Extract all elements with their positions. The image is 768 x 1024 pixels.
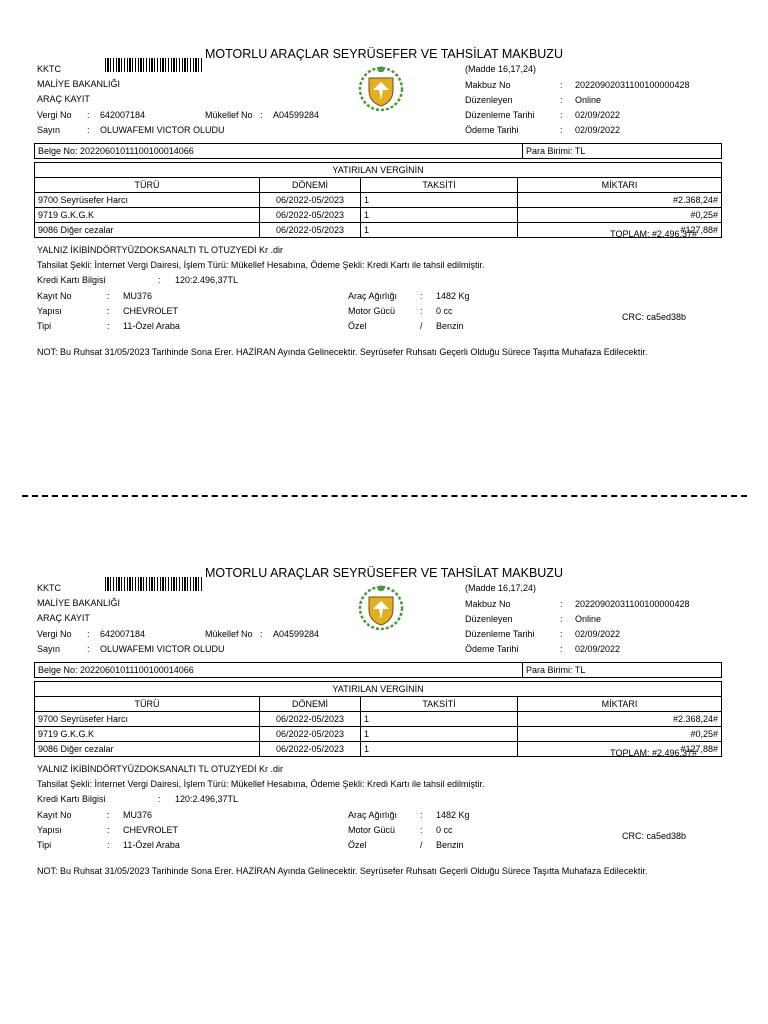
tax-amount-cell: #2.368,24# (518, 193, 722, 208)
tax-type-cell: 9719 G.K.G.K (35, 208, 260, 223)
agirlik-value: 1482 Kg (436, 291, 470, 301)
tax-table-header: DÖNEMİ (260, 697, 361, 712)
motor-value: 0 cc (436, 306, 453, 316)
duzenleyen-value: Online (575, 95, 602, 105)
mukellef-no-label: Mükellef No (205, 629, 253, 639)
madde-reference: (Madde 16,17,24) (465, 64, 537, 74)
vergi-no-value: 642007184 (100, 110, 146, 120)
duzenleyen-label: Düzenleyen (465, 614, 513, 624)
receipt-copy-bottom (0, 566, 768, 969)
receipt-title: MOTORLU ARAÇLAR SEYRÜSEFER VE TAHSİLAT MAKBUZU (205, 47, 563, 61)
duzenleme-tarihi-value: 02/09/2022 (575, 110, 621, 120)
tax-table-header: DÖNEMİ (260, 178, 361, 193)
tax-period-cell: 06/2022-05/2023 (260, 193, 361, 208)
tax-type-cell: 9086 Diğer cezalar (35, 742, 260, 757)
tipi-separator: : (107, 840, 110, 850)
note-text: NOT: Bu Ruhsat 31/05/2023 Tarihinde Sona Erer. HAZİRAN Ayında Gelinecektir. Seyrüsefer Ruhsatı Geçerli Olduğu Sürece Taşıtta Muhafaza Edilecektir. (37, 866, 648, 876)
tax-table-header: MİKTARI (518, 178, 722, 193)
yapisi-label: Yapısı (37, 306, 62, 316)
tax-table (34, 162, 722, 238)
fuel-value: Benzin (436, 840, 464, 850)
makbuz-no-value: 20220902031100100000428 (575, 599, 690, 609)
tax-type-cell: 9719 G.K.G.K (35, 727, 260, 742)
duzenleme-tarihi-label: Düzenleme Tarihi (465, 110, 535, 120)
motor-label: Motor Gücü (348, 306, 396, 316)
kredi-karti-label: Kredi Kartı Bilgisi (37, 275, 106, 285)
yapisi-separator: : (107, 825, 110, 835)
sayin-separator: : (87, 125, 90, 135)
tax-installment-cell: 1 (361, 727, 518, 742)
vergi-no-label: Vergi No (37, 629, 72, 639)
kayit-no-separator: : (107, 291, 110, 301)
receipt-copy-top (0, 47, 768, 450)
vergi-no-value: 642007184 (100, 629, 146, 639)
tax-installment-cell: 1 (361, 742, 518, 757)
makbuz-no-label: Makbuz No (465, 80, 511, 90)
tipi-label: Tipi (37, 840, 52, 850)
belge-table (34, 662, 722, 678)
agirlik-separator: : (420, 291, 423, 301)
duzenleme-tarihi-value: 02/09/2022 (575, 629, 621, 639)
issuer-country: KKTC (37, 64, 62, 74)
mukellef-no-separator: : (260, 110, 263, 120)
tax-table-header: TAKSİTİ (361, 178, 518, 193)
table-row (35, 193, 722, 208)
taxpayer-name: OLUWAFEMI VICTOR OLUDU (100, 644, 225, 654)
duzenleyen-separator: : (560, 614, 563, 624)
tipi-value: 11-Özel Araba (123, 840, 180, 850)
belge-table (34, 143, 722, 159)
barcode-icon (105, 577, 203, 591)
tax-type-cell: 9700 Seyrüsefer Harcı (35, 193, 260, 208)
tax-installment-cell: 1 (361, 712, 518, 727)
table-row (35, 727, 722, 742)
odeme-tarihi-separator: : (560, 644, 563, 654)
table-row (35, 712, 722, 727)
kredi-karti-separator: : (158, 275, 161, 285)
issuer-department: ARAÇ KAYIT (37, 94, 90, 104)
yapisi-label: Yapısı (37, 825, 62, 835)
duzenleme-tarihi-label: Düzenleme Tarihi (465, 629, 535, 639)
tipi-value: 11-Özel Araba (123, 321, 180, 331)
tax-installment-cell: 1 (361, 193, 518, 208)
mukellef-no-label: Mükellef No (205, 110, 253, 120)
sayin-label: Sayın (37, 644, 61, 654)
receipt-title: MOTORLU ARAÇLAR SEYRÜSEFER VE TAHSİLAT MAKBUZU (205, 566, 563, 580)
tax-period-cell: 06/2022-05/2023 (260, 223, 361, 238)
kayit-no-label: Kayıt No (37, 810, 72, 820)
tax-period-cell: 06/2022-05/2023 (260, 742, 361, 757)
odeme-tarihi-label: Ödeme Tarihi (465, 644, 519, 654)
tax-table-header: MİKTARI (518, 697, 722, 712)
tax-amount-cell: #2.368,24# (518, 712, 722, 727)
odeme-tarihi-value: 02/09/2022 (575, 644, 621, 654)
kayit-no-value: MU376 (123, 810, 153, 820)
kayit-no-separator: : (107, 810, 110, 820)
motor-separator: : (420, 306, 423, 316)
mukellef-no-value: A04599284 (273, 629, 320, 639)
duzenleyen-value: Online (575, 614, 602, 624)
tax-amount-cell: #0,25# (518, 727, 722, 742)
duzenleyen-separator: : (560, 95, 563, 105)
tax-table-header: TÜRÜ (35, 178, 260, 193)
agirlik-label: Araç Ağırlığı (348, 810, 398, 820)
tax-amount-cell: #127,88# (518, 223, 722, 238)
tipi-label: Tipi (37, 321, 52, 331)
vergi-no-separator: : (87, 110, 90, 120)
agirlik-separator: : (420, 810, 423, 820)
kayit-no-value: MU376 (123, 291, 153, 301)
vergi-no-separator: : (87, 629, 90, 639)
ozel-separator: / (420, 321, 423, 331)
agirlik-label: Araç Ağırlığı (348, 291, 398, 301)
total-amount: TOPLAM: #2.496,37# (610, 229, 697, 239)
tax-period-cell: 06/2022-05/2023 (260, 712, 361, 727)
duzenleme-tarihi-separator: : (560, 629, 563, 639)
tax-table-title: YATIRILAN VERGİNİN (35, 163, 722, 178)
ozel-separator: / (420, 840, 423, 850)
kredi-karti-value: 120:2.496,37TL (175, 275, 239, 285)
tax-table-header: TAKSİTİ (361, 697, 518, 712)
odeme-tarihi-separator: : (560, 125, 563, 135)
tax-type-cell: 9086 Diğer cezalar (35, 223, 260, 238)
table-row (35, 208, 722, 223)
ozel-label: Özel (348, 840, 367, 850)
tax-installment-cell: 1 (361, 223, 518, 238)
issuer-country: KKTC (37, 583, 62, 593)
makbuz-no-value: 20220902031100100000428 (575, 80, 690, 90)
motor-label: Motor Gücü (348, 825, 396, 835)
note-text: NOT: Bu Ruhsat 31/05/2023 Tarihinde Sona Erer. HAZİRAN Ayında Gelinecektir. Seyrüsefer Ruhsatı Geçerli Olduğu Sürece Taşıtta Muhafaza Edilecektir. (37, 347, 648, 357)
odeme-tarihi-label: Ödeme Tarihi (465, 125, 519, 135)
tax-amount-cell: #127,88# (518, 742, 722, 757)
yapisi-value: CHEVROLET (123, 306, 179, 316)
emblem-icon (355, 579, 407, 631)
kredi-karti-label: Kredi Kartı Bilgisi (37, 794, 106, 804)
crc-code: CRC: ca5ed38b (622, 831, 687, 841)
tax-installment-cell: 1 (361, 208, 518, 223)
makbuz-no-separator: : (560, 80, 563, 90)
emblem-icon (355, 60, 407, 112)
mukellef-no-value: A04599284 (273, 110, 320, 120)
kredi-karti-value: 120:2.496,37TL (175, 794, 239, 804)
sayin-label: Sayın (37, 125, 61, 135)
issuer-ministry: MALİYE BAKANLIĞI (37, 598, 121, 608)
issuer-department: ARAÇ KAYIT (37, 613, 90, 623)
tax-amount-cell: #0,25# (518, 208, 722, 223)
tax-table-header: TÜRÜ (35, 697, 260, 712)
tahsilat-info: Tahsilat Şekli: İnternet Vergi Dairesi, İşlem Türü: Mükellef Hesabına, Ödeme Şekli: Kredi Kartı ile tahsil edilmiştir. (37, 779, 485, 789)
yapisi-value: CHEVROLET (123, 825, 179, 835)
tax-period-cell: 06/2022-05/2023 (260, 208, 361, 223)
crc-code: CRC: ca5ed38b (622, 312, 687, 322)
agirlik-value: 1482 Kg (436, 810, 470, 820)
makbuz-no-separator: : (560, 599, 563, 609)
cut-line (22, 495, 747, 497)
taxpayer-name: OLUWAFEMI VICTOR OLUDU (100, 125, 225, 135)
amount-in-words: YALNIZ İKİBİNDÖRTYÜZDOKSANALTI TL OTUZYEDİ Kr .dir (37, 764, 284, 774)
vergi-no-label: Vergi No (37, 110, 72, 120)
yapisi-separator: : (107, 306, 110, 316)
issuer-ministry: MALİYE BAKANLIĞI (37, 79, 121, 89)
kredi-karti-separator: : (158, 794, 161, 804)
ozel-label: Özel (348, 321, 367, 331)
duzenleme-tarihi-separator: : (560, 110, 563, 120)
tipi-separator: : (107, 321, 110, 331)
barcode-icon (105, 58, 203, 72)
mukellef-no-separator: : (260, 629, 263, 639)
amount-in-words: YALNIZ İKİBİNDÖRTYÜZDOKSANALTI TL OTUZYEDİ Kr .dir (37, 245, 284, 255)
para-birimi: Para Birimi: TL (523, 663, 722, 678)
makbuz-no-label: Makbuz No (465, 599, 511, 609)
belge-no: Belge No: 20220601011100100014066 (35, 663, 523, 678)
odeme-tarihi-value: 02/09/2022 (575, 125, 621, 135)
motor-separator: : (420, 825, 423, 835)
madde-reference: (Madde 16,17,24) (465, 583, 537, 593)
tax-table (34, 681, 722, 757)
tax-type-cell: 9700 Seyrüsefer Harcı (35, 712, 260, 727)
para-birimi: Para Birimi: TL (523, 144, 722, 159)
tahsilat-info: Tahsilat Şekli: İnternet Vergi Dairesi, İşlem Türü: Mükellef Hesabına, Ödeme Şekli: Kredi Kartı ile tahsil edilmiştir. (37, 260, 485, 270)
fuel-value: Benzin (436, 321, 464, 331)
sayin-separator: : (87, 644, 90, 654)
tax-table-title: YATIRILAN VERGİNİN (35, 682, 722, 697)
duzenleyen-label: Düzenleyen (465, 95, 513, 105)
kayit-no-label: Kayıt No (37, 291, 72, 301)
total-amount: TOPLAM: #2.496,37# (610, 748, 697, 758)
belge-no: Belge No: 20220601011100100014066 (35, 144, 523, 159)
motor-value: 0 cc (436, 825, 453, 835)
tax-period-cell: 06/2022-05/2023 (260, 727, 361, 742)
